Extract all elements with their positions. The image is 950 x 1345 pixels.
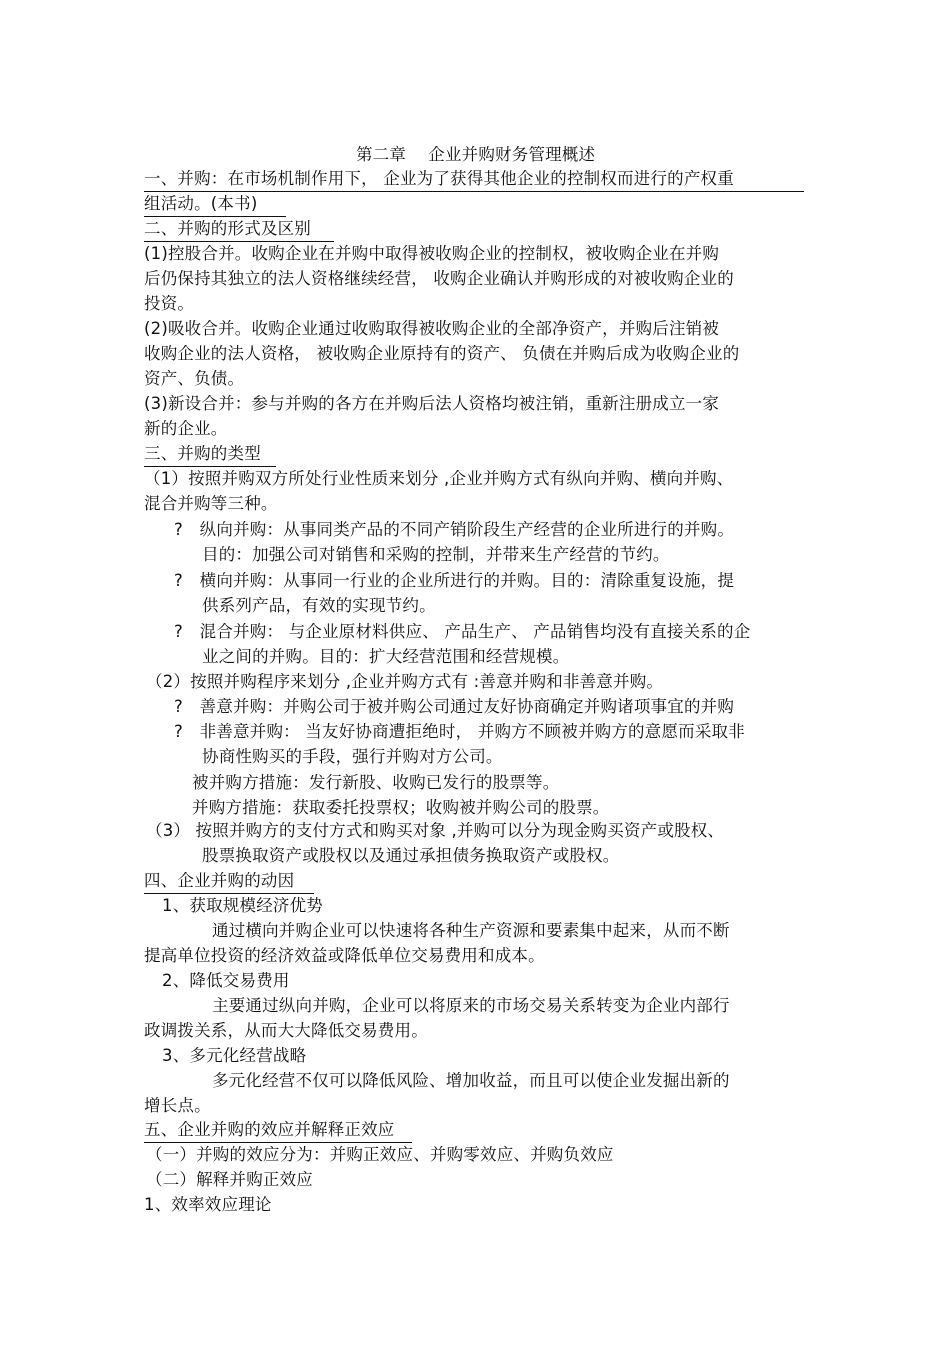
subheading: 2、降低交易费用 — [162, 971, 290, 990]
text-line: 被并购方措施：发行新股、收购已发行的股票等。 — [192, 773, 560, 792]
bullet-item: ? 混合并购： 与企业原材料供应、 产品生产、 产品销售均没有直接关系的企 — [174, 622, 751, 641]
text-line: （3） 按照并购方的支付方式和购买对象 ,并购可以分为现金购买资产或股权、 — [146, 821, 725, 840]
bullet-item: ? 横向并购：从事同一行业的企业所进行的并购。目的：清除重复设施，提 — [174, 571, 735, 590]
text-line: 提高单位投资的经济效益或降低单位交易费用和成本。 — [144, 946, 545, 965]
text-line: 业之间的并购。目的：扩大经营范围和经营规模。 — [202, 647, 570, 666]
section-heading-types: 三、并购的类型 — [144, 443, 276, 467]
section-heading-effects: 五、企业并购的效应并解释正效应 — [144, 1119, 412, 1143]
text-line: （二）解释并购正效应 — [146, 1170, 313, 1189]
subheading: 1、获取规模经济优势 — [162, 896, 323, 915]
text-line: 新的企业。 — [144, 419, 228, 438]
text-line: 主要通过纵向并购，企业可以将原来的市场交易关系转变为企业内部行 — [212, 996, 730, 1015]
text-line: (2)吸收合并。收购企业通过收购取得被收购企业的全部净资产，并购后注销被 — [144, 319, 720, 338]
bullet-item: ? 非善意并购： 当友好协商遭拒绝时， 并购方不顾被并购方的意愿而采取非 — [174, 722, 745, 741]
section-heading-definition: 一、并购：在市场机制作用下， 企业为了获得其他企业的控制权而进行的产权重 — [144, 168, 804, 192]
text-line: 收购企业的法人资格， 被收购企业原持有的资产、 负债在并购后成为收购企业的 — [144, 344, 740, 363]
section-heading-motives: 四、企业并购的动因 — [144, 870, 314, 894]
text-line: 目的：加强公司对销售和采购的控制，并带来生产经营的节约。 — [202, 545, 670, 564]
text-line: 组活动。(本书) — [144, 193, 286, 217]
subheading: 1、效率效应理论 — [144, 1195, 272, 1214]
bullet-item: ? 纵向并购：从事同类产品的不同产销阶段生产经营的企业所进行的并购。 — [174, 520, 735, 539]
text-line: 并购方措施：获取委托投票权；收购被并购公司的股票。 — [192, 798, 610, 817]
text-line: 协商性购买的手段，强行并购对方公司。 — [202, 747, 503, 766]
text-line: （一）并购的效应分为：并购正效应、并购零效应、并购负效应 — [146, 1145, 614, 1164]
text-line: 混合并购等三种。 — [144, 494, 278, 513]
subheading: 3、多元化经营战略 — [162, 1046, 307, 1065]
chapter-title: 第二章 企业并购财务管理概述 — [356, 145, 596, 164]
section-heading-forms: 二、并购的形式及区别 — [144, 218, 334, 242]
text-line: (3)新设合并：参与并购的各方在并购后法人资格均被注销，重新注册成立一家 — [144, 394, 720, 413]
text-line: 多元化经营不仅可以降低风险、增加收益，而且可以使企业发掘出新的 — [212, 1071, 730, 1090]
text-line: 通过横向并购企业可以快速将各种生产资源和要素集中起来，从而不断 — [212, 921, 730, 940]
text-line: 资产、负债。 — [144, 369, 245, 388]
bullet-item: ? 善意并购：并购公司于被并购公司通过友好协商确定并购诸项事宜的并购 — [174, 697, 735, 716]
text-line: 后仍保持其独立的法人资格继续经营， 收购企业确认并购形成的对被收购企业的 — [144, 269, 734, 288]
text-line: 投资。 — [144, 294, 195, 313]
text-line: 供系列产品，有效的实现节约。 — [202, 596, 436, 615]
text-line: （2）按照并购程序来划分 ,企业并购方式有 :善意并购和非善意并购。 — [146, 672, 664, 691]
text-line: (1)控股合并。收购企业在并购中取得被收购企业的控制权，被收购企业在并购 — [144, 244, 720, 263]
text-line: 股票换取资产或股权以及通过承担债务换取资产或股权。 — [202, 846, 620, 865]
text-line: 政调拨关系，从而大大降低交易费用。 — [144, 1021, 428, 1040]
text-line: 增长点。 — [144, 1096, 211, 1115]
text-line: （1）按照并购双方所处行业性质来划分 ,企业并购方式有纵向并购、横向并购、 — [144, 469, 734, 488]
